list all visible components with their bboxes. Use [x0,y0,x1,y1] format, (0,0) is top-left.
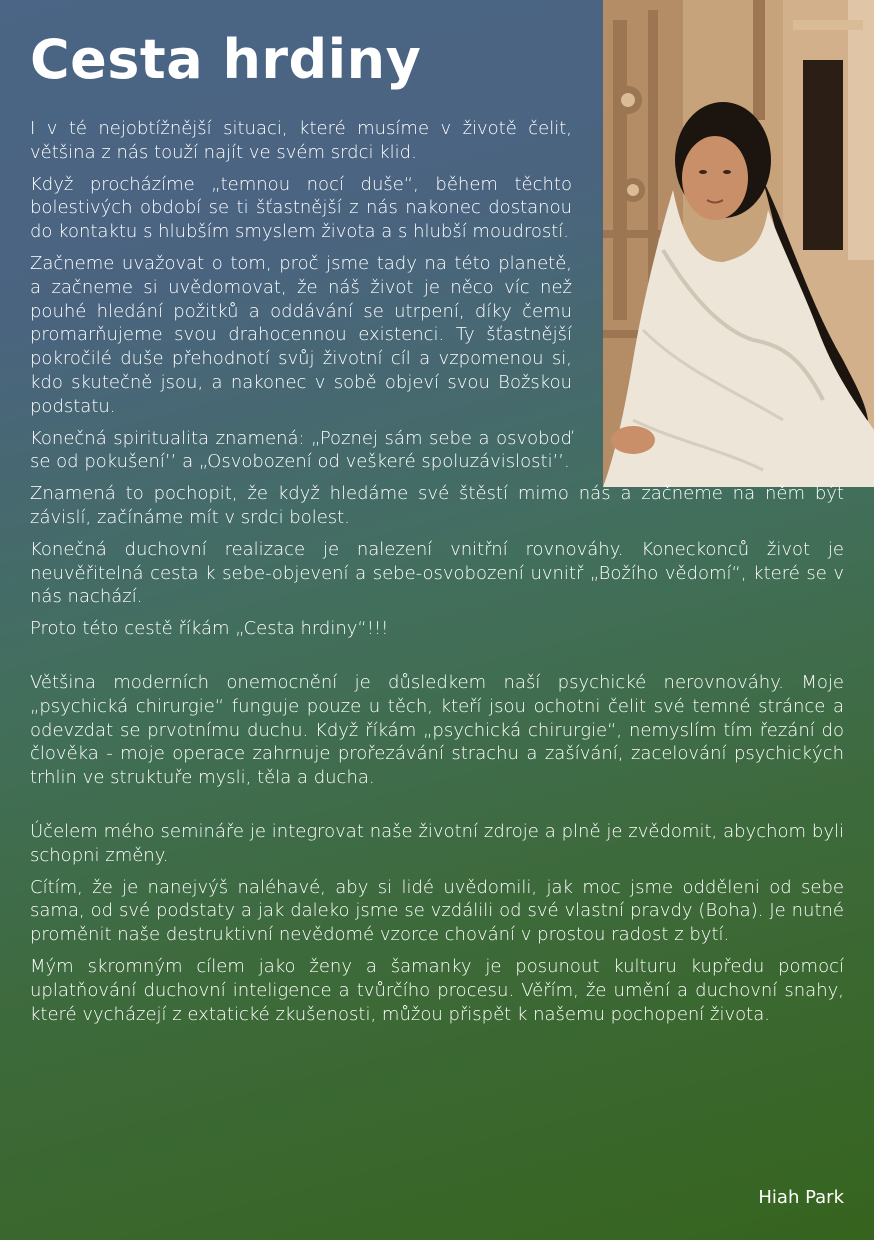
paragraph: Většina moderních onemocnění je důsledkem naší psychické nerovnováhy. Moje „psychická chirurgie“ funguje pouze u těch, kteří jsou ochotni čelit své temné stránce a odevzdat se prvotnímu duchu. Když říkám „psychická chirurgie“, nemyslím tím řezání do člověka - moje operace zahrnuje prořezávání strachu a zašívání, zacelování psychických trhlin ve struktuře mysli, těla a ducha. [30,671,844,789]
author-signature: Hiah Park [758,1187,844,1208]
paragraph: Cítím, že je nanejvýš naléhavé, aby si lidé uvědomili, jak moc jsme odděleni od sebe sama, od své podstaty a jak daleko jsme se vzdálili od své vlastní pravdy (Boha). Je nutné proměnit naše destruktivní nevědomé vzorce chování v prostou radost z bytí. [30,876,844,946]
article-body [30,117,844,1034]
paragraph: Konečná duchovní realizace je nalezení vnitřní rovnováhy. Koneckonců život je neuvěřitelná cesta k sebe-objevení a sebe-osvobození uvnitř „Božího vědomí“, které se v nás nachází. [30,538,844,608]
paragraph: I v té nejobtížnější situaci, které musíme v životě čelit, většina z nás touží najít ve svém srdci klid. [30,118,572,163]
paragraph: Účelem mého semináře je integrovat naše životní zdroje a plně je zvědomit, abychom byli schopni změny. [30,820,844,866]
page-title: Cesta hrdiny [30,28,422,91]
paragraph: Mým skromným cílem jako ženy a šamanky je posunout kulturu kupředu pomocí uplatňování duchovní inteligence a tvůrčího procesu. Věřím, že umění a duchovní snahy, které vycházejí z extatické zkušenosti, můžou přispět k našemu pochopení života. [30,955,844,1025]
paragraph: Proto této cestě říkám „Cesta hrdiny“!!! [30,618,389,640]
paragraph: Znamená to pochopit, že když hledáme své štěstí mimo nás a začneme na něm být závislí, začínáme mít v srdci bolest. [30,483,844,528]
paragraph: Když procházíme „temnou nocí duše“, během těchto bolestivých období se ti šťastnější z nás nakonec dostanou do kontaktu s hlubším smyslem života a s hlubší moudrostí. [30,173,572,243]
paragraph: Konečná spiritualita znamená: „Poznej sám sebe a osvoboď se od pokušení’’ a „Osvobození od veškeré spoluzávislosti’’. [30,427,572,473]
paragraph: Začneme uvažovat o tom, proč jsme tady na této planetě, a začneme si uvědomovat, že náš život je něco víc než pouhé hledání požitků a oddávání se utrpení, díky čemu promarňujeme svou drahocennou existenci. Ty šťastnější pokročilé duše přehodnotí svůj životní cíl a vzpomenou si, kdo skutečně jsou, a nakonec v sobě objeví svou Božskou podstatu. [30,252,572,417]
